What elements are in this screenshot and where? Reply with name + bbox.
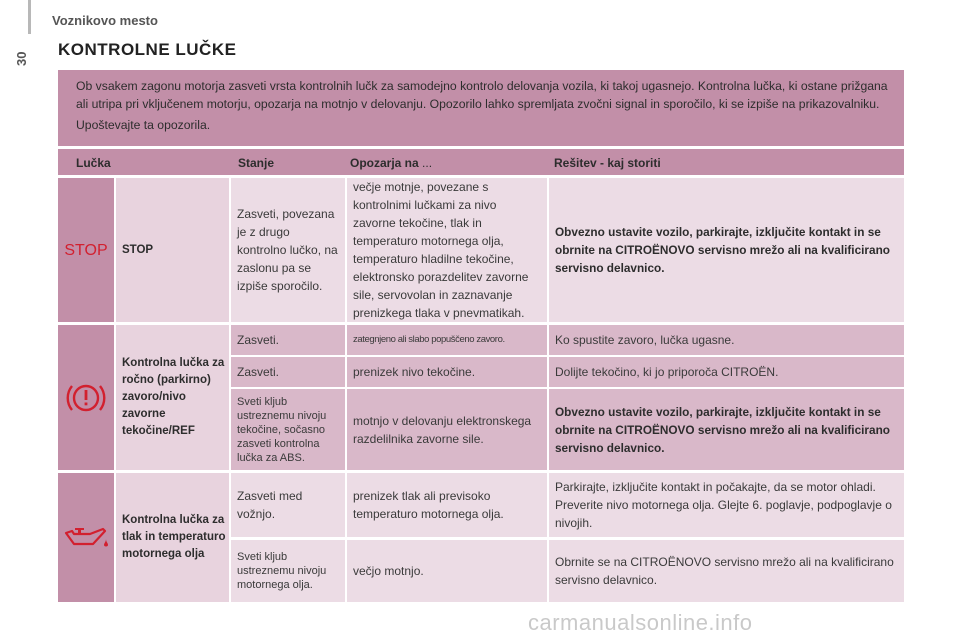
- intro-note: Upoštevajte ta opozorila.: [76, 118, 211, 132]
- stop-icon-text: STOP: [64, 242, 108, 259]
- oil-row2-opozarja: večjo motnjo.: [347, 540, 547, 602]
- side-bar: [28, 0, 31, 34]
- watermark: carmanualsonline.info: [528, 610, 753, 635]
- oil-row1-stanje: Zasveti med vožnjo.: [231, 473, 345, 537]
- page-title: KONTROLNE LUČKE: [58, 40, 237, 59]
- brake-row3-resitev: Obvezno ustavite vozilo, parkirajte, izključite kontakt in se obrnite na CITROËNOVO servisno mrežo ali na kvalificirano servisno delavnico.: [549, 389, 904, 470]
- oil-row1-opozarja: prenizek tlak ali previsoko temperaturo motornega olja.: [347, 473, 547, 537]
- brake-warning-icon: [64, 378, 108, 418]
- stop-name: STOP: [116, 178, 229, 322]
- table-header: [58, 149, 904, 175]
- stop-resitev: Obvezno ustavite vozilo, parkirajte, izključite kontakt in se obrnite na CITROËNOVO servisno mrežo ali na kvalificirano servisno delavnico.: [549, 178, 904, 322]
- oil-row2-stanje: Sveti kljub ustreznemu nivoju motornega olja.: [231, 540, 345, 602]
- stop-icon: [60, 240, 112, 260]
- oil-can-icon: [63, 524, 109, 552]
- brake-name: Kontrolna lučka za ročno (parkirno) zavoro/nivo zavorne tekočine/REF: [116, 325, 229, 470]
- oil-row1-resitev: Parkirajte, izključite kontakt in počakajte, da se motor ohladi. Preverite nivo motornega olja. Glejte 6. poglavje, podpoglavje o nivojih.: [549, 473, 904, 537]
- brake-row1-stanje: Zasveti.: [231, 325, 345, 355]
- intro-box: [58, 70, 904, 146]
- header-stanje: Stanje: [238, 156, 275, 170]
- oil-row2-resitev: Obrnite se na CITROËNOVO servisno mrežo ali na kvalificirano servisno delavnico.: [549, 540, 904, 602]
- header-lucka: Lučka: [76, 156, 111, 170]
- stop-icon-cell: [58, 178, 114, 322]
- stop-opozarja: večje motnje, povezane s kontrolnimi lučkami za nivo zavorne tekočine, tlak in temperaturo motornega olja, temperaturo hladilne tekočine, elektronsko porazdelitev zavorne sile, servovolan in zaznavanje prenizkega tlaka v pnevmatikah.: [347, 178, 547, 322]
- oil-icon-cell: [58, 473, 114, 602]
- page-number: 30: [14, 51, 29, 66]
- brake-icon-cell: [58, 325, 114, 470]
- oil-name: Kontrolna lučka za tlak in temperaturo motornega olja: [116, 473, 229, 602]
- header-opozarja-rest: ...: [418, 156, 433, 170]
- brake-row3-opozarja: motnjo v delovanju elektronskega razdelilnika zavorne sile.: [347, 389, 547, 470]
- brake-row1-resitev: Ko spustite zavoro, lučka ugasne.: [549, 325, 904, 355]
- header-resitev: Rešitev - kaj storiti: [554, 156, 661, 170]
- header-opozarja: [350, 156, 432, 170]
- brake-row2-stanje: Zasveti.: [231, 357, 345, 387]
- brake-row2-resitev: Dolijte tekočino, ki jo priporoča CITROËN.: [549, 357, 904, 387]
- stop-stanje: Zasveti, povezana je z drugo kontrolno lučko, na zaslonu pa se izpiše sporočilo.: [231, 178, 345, 322]
- intro-paragraph: Ob vsakem zagonu motorja zasveti vrsta kontrolnih lučk za samodejno kontrolo delovanja vozila, ki takoj ugasnejo. Kontrolna lučka, ki ostane prižgana ali utripa pri vključenem motorju, opozarja na motnjo v delovanju. Opozorilo lahko spremljata zvočni signal in sporočilo, ki se izpiše na prikazovalniku.: [76, 79, 888, 111]
- header-opozarja-bold: Opozarja na: [350, 156, 419, 170]
- brake-row1-opozarja: zategnjeno ali slabo popuščeno zavoro.: [347, 325, 547, 355]
- brake-row3-stanje: Sveti kljub ustreznemu nivoju tekočine, sočasno zasveti kontrolna lučka za ABS.: [231, 389, 345, 470]
- section-title: Voznikovo mesto: [52, 13, 158, 28]
- brake-row2-opozarja: prenizek nivo tekočine.: [347, 357, 547, 387]
